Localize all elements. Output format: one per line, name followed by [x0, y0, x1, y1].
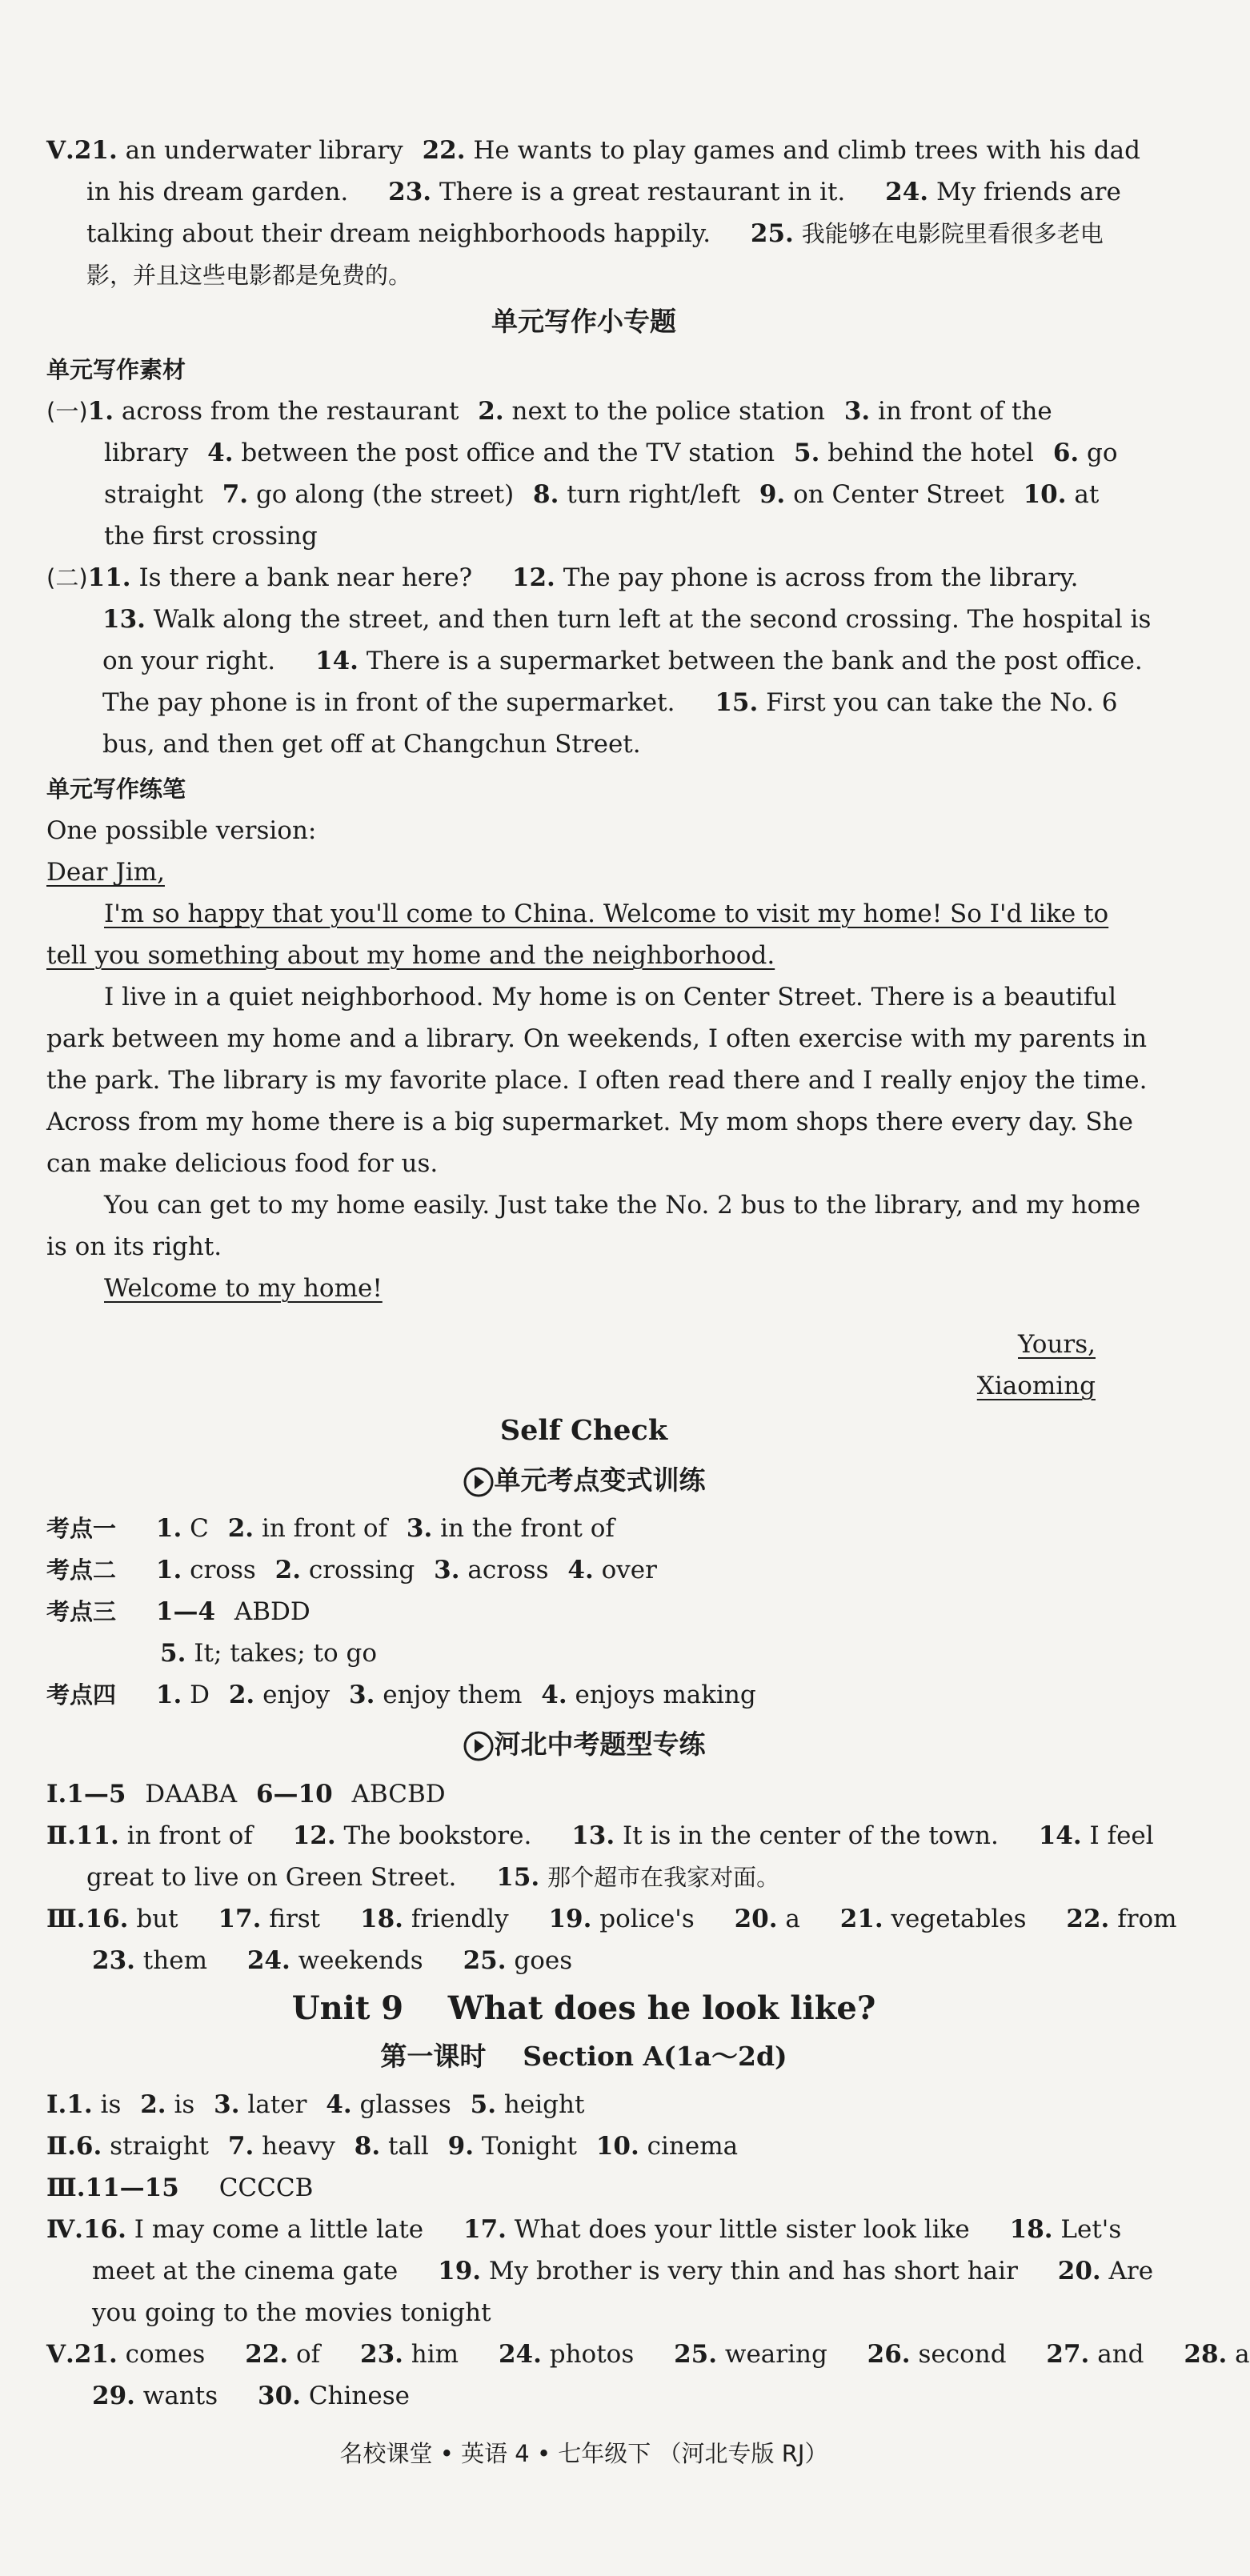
- section-v-line-3: [86, 218, 1104, 250]
- lesson-title: 第一课时 Section A(1a～2d): [380, 2041, 787, 2072]
- answer-text: He wants to play games and climb trees with his dad: [473, 136, 1140, 165]
- essay-p1-line-2: tell you something about my home and the neighborhood.: [46, 941, 775, 970]
- item-number: 4.: [326, 2090, 352, 2119]
- item-number: 23.: [360, 2340, 403, 2369]
- answer-text: tall: [388, 2132, 429, 2161]
- section-v-line-2: [86, 176, 1121, 208]
- item-number: 16.: [85, 1905, 129, 1933]
- part1-line-4: [104, 520, 318, 552]
- kaodian-3: [46, 1596, 310, 1628]
- item-number: 3.: [349, 1681, 375, 1709]
- item-number: 1.: [87, 397, 114, 426]
- answer-text: on Center Street: [793, 480, 1004, 509]
- item-number: 13.: [102, 605, 146, 634]
- hebei-iii-line-2: [92, 1945, 572, 1977]
- part1-line-1: [46, 395, 1052, 427]
- answer-text: It is in the center of the town.: [623, 1821, 999, 1850]
- answer-text: My friends are: [935, 178, 1121, 206]
- material-title: 单元写作素材: [46, 356, 186, 383]
- arrow-circle-icon: [463, 1466, 495, 1498]
- answer-text: from: [1117, 1905, 1177, 1933]
- item-number: 24.: [885, 178, 929, 206]
- kaodian-1: [46, 1512, 615, 1544]
- item-number: 20.: [1057, 2257, 1101, 2286]
- item-number: 15.: [496, 1863, 540, 1892]
- kaodian-4: [46, 1679, 756, 1711]
- item-number: 21.: [839, 1905, 883, 1933]
- item-number: 22.: [1066, 1905, 1110, 1933]
- answer-text: glasses: [359, 2090, 451, 2119]
- answer-text: bus, and then get off at Changchun Street.: [102, 730, 641, 759]
- answer-text: turn right/left: [567, 480, 740, 509]
- essay-greeting: Dear Jim,: [46, 858, 165, 887]
- part2-line-1: [46, 562, 1078, 594]
- answer-text: friendly: [411, 1905, 509, 1933]
- item-number: 29.: [92, 2382, 135, 2410]
- answer-text: at: [1074, 480, 1100, 509]
- essay-p2-line-3: the park. The library is my favorite place. I often read there and I really enjoy the time.: [46, 1066, 1148, 1095]
- essay-p4: Welcome to my home!: [104, 1274, 383, 1303]
- kaodian-label: 考点一: [46, 1515, 117, 1542]
- item-number: 21.: [74, 2340, 118, 2369]
- answer-text: enjoy them: [383, 1681, 523, 1709]
- item-number: 18.: [1009, 2215, 1053, 2244]
- item-number: 3.: [843, 397, 871, 426]
- item-number: 1.: [66, 2090, 93, 2119]
- item-number: 4.: [567, 1556, 594, 1584]
- answer-text: him: [411, 2340, 459, 2369]
- answer-text: them: [142, 1946, 207, 1975]
- essay-p3-line-1: You can get to my home easily. Just take the No. 2 bus to the library, and my home: [104, 1191, 1141, 1220]
- answer-text: go: [1087, 439, 1118, 467]
- answer-text: the first crossing: [104, 522, 318, 551]
- answer-text: cinema: [647, 2132, 739, 2161]
- essay-p2-line-2: park between my home and a library. On weekends, I often exercise with my parents in: [46, 1024, 1148, 1053]
- item-number: 4.: [541, 1681, 567, 1709]
- item-number: 13.: [571, 1821, 615, 1850]
- item-number: 20.: [734, 1905, 778, 1933]
- practice-title: 单元写作练笔: [46, 775, 186, 803]
- page-footer: 名校课堂 • 英语 4 • 七年级下 （河北专版 RJ）: [339, 2440, 828, 2467]
- item-number: 15.: [715, 688, 759, 717]
- part-label: (二): [46, 564, 88, 591]
- item-number: 21.: [74, 136, 118, 165]
- item-number: 11.: [75, 1821, 119, 1850]
- roman-numeral: Ⅴ.: [46, 2340, 74, 2369]
- answer-text: I feel: [1089, 1821, 1154, 1850]
- item-number: 14.: [1038, 1821, 1082, 1850]
- essay-p2-line-5: can make delicious food for us.: [46, 1149, 439, 1178]
- answer-text: enjoy: [262, 1681, 331, 1709]
- roman-numeral: Ⅱ.: [46, 2132, 76, 2161]
- hebei-i: [46, 1778, 446, 1810]
- answer-text: photos: [549, 2340, 635, 2369]
- roman-numeral: Ⅰ.: [46, 2090, 67, 2119]
- part1-line-3: [104, 479, 1099, 511]
- item-number: 8.: [533, 480, 559, 509]
- answer-text: in front of the: [878, 397, 1052, 426]
- essay-intro: One possible version:: [46, 816, 317, 845]
- roman-numeral: Ⅴ.: [46, 136, 74, 165]
- essay-signature: Xiaoming: [976, 1372, 1096, 1400]
- answer-text: ABDD: [234, 1597, 310, 1626]
- item-number: 18.: [360, 1905, 403, 1933]
- item-number: 25.: [750, 219, 794, 248]
- answer-text: CCCCB: [218, 2173, 314, 2202]
- part2-line-4: [102, 687, 1117, 719]
- self-check-title: Self Check: [499, 1414, 668, 1447]
- answer-text: The pay phone is in front of the supermarket.: [102, 688, 675, 717]
- answer-text: wants: [142, 2382, 218, 2410]
- roman-numeral: Ⅳ.: [46, 2215, 83, 2244]
- kaodian-3-cont: [160, 1637, 377, 1669]
- item-number: 7.: [227, 2132, 254, 2161]
- answer-text: height: [503, 2090, 585, 2119]
- essay-p2-line-1: I live in a quiet neighborhood. My home is on Center Street. There is a beautiful: [104, 983, 1117, 1012]
- answer-text: second: [918, 2340, 1007, 2369]
- answer-text: next to the police station: [511, 397, 825, 426]
- unit9-iv-line-2: [92, 2255, 1153, 2287]
- unit9-iv-line-1: [46, 2213, 1121, 2245]
- answer-text: comes: [125, 2340, 206, 2369]
- answer-text: a: [1235, 2340, 1250, 2369]
- answer-text: later: [247, 2090, 307, 2119]
- item-range: 11—15: [85, 2173, 179, 2202]
- arrow-circle-icon: [463, 1730, 495, 1762]
- essay-closing: Yours,: [1018, 1330, 1096, 1359]
- answer-text: It; takes; to go: [194, 1639, 377, 1668]
- item-number: 16.: [82, 2215, 126, 2244]
- answer-text: There is a great restaurant in it.: [439, 178, 846, 206]
- answer-text: a: [785, 1905, 800, 1933]
- item-number: 22.: [422, 136, 466, 165]
- item-number: 17.: [463, 2215, 507, 2244]
- answer-text: talking about their dream neighborhoods happily.: [86, 219, 711, 248]
- drill-heading: [0, 1463, 1168, 1498]
- answer-text: is: [174, 2090, 195, 2119]
- part1-line-2: [104, 437, 1118, 469]
- answer-text: There is a supermarket between the bank and the post office.: [366, 647, 1143, 675]
- answer-text: in the front of: [440, 1514, 615, 1543]
- answer-text: across: [467, 1556, 549, 1584]
- answer-text: go along (the street): [255, 480, 515, 509]
- item-number: 2.: [274, 1556, 302, 1584]
- item-number: 3.: [406, 1514, 433, 1543]
- item-number: 17.: [218, 1905, 262, 1933]
- answer-text: My brother is very thin and has short hair: [488, 2257, 1018, 2286]
- answer-text: enjoys making: [575, 1681, 756, 1709]
- answer-text: weekends: [298, 1946, 423, 1975]
- item-number: 27.: [1046, 2340, 1090, 2369]
- answer-text: Tonight: [481, 2132, 577, 2161]
- item-number: 19.: [548, 1905, 592, 1933]
- unit9-v-line-1: [46, 2338, 1250, 2370]
- item-number: 25.: [463, 1946, 507, 1975]
- item-number: 6.: [75, 2132, 102, 2161]
- part2-line-3: [102, 645, 1143, 677]
- answer-text: 那个超市在我家对面。: [547, 1864, 780, 1891]
- answer-text: crossing: [308, 1556, 415, 1584]
- drill-title: 单元考点变式训练: [494, 1464, 706, 1496]
- answer-text: vegetables: [891, 1905, 1027, 1933]
- answer-text: ABCBD: [351, 1780, 446, 1809]
- unit9-v-line-2: [92, 2380, 410, 2412]
- item-number: 23.: [388, 178, 432, 206]
- item-number: 7.: [222, 480, 249, 509]
- roman-numeral: Ⅱ.: [46, 1821, 76, 1850]
- answer-text: in front of: [126, 1821, 253, 1850]
- item-number: 5.: [470, 2090, 497, 2119]
- item-number: 25.: [674, 2340, 718, 2369]
- unit9-i: [46, 2089, 584, 2121]
- roman-numeral: Ⅲ.: [46, 1905, 86, 1933]
- answer-text: wearing: [724, 2340, 827, 2369]
- roman-numeral: Ⅲ.: [46, 2173, 86, 2202]
- item-number: 1.: [155, 1556, 182, 1584]
- item-number: 5.: [160, 1639, 186, 1668]
- item-number: 6.: [1052, 439, 1080, 467]
- kaodian-label: 考点三: [46, 1598, 117, 1625]
- item-number: 9.: [759, 480, 786, 509]
- answer-text: Walk along the street, and then turn left at the second crossing. The hospital is: [153, 605, 1152, 634]
- answer-text: 影，并且这些电影都是免费的。: [86, 262, 412, 289]
- answer-text: Let's: [1060, 2215, 1122, 2244]
- answer-text: in his dream garden.: [86, 178, 349, 206]
- answer-text: First you can take the No. 6: [766, 688, 1118, 717]
- item-number: 10.: [1023, 480, 1067, 509]
- answer-text: of: [296, 2340, 321, 2369]
- essay-p2-line-4: Across from my home there is a big supermarket. My mom shops there every day. She: [46, 1108, 1133, 1136]
- essay-p3-line-2: is on its right.: [46, 1232, 222, 1261]
- essay-p1-line-1: I'm so happy that you'll come to China. Welcome to visit my home! So I'd like to: [104, 899, 1109, 928]
- answer-text: an underwater library: [125, 136, 403, 165]
- item-number: 2.: [227, 1514, 254, 1543]
- item-range: 1—5: [66, 1780, 126, 1809]
- answer-text: behind the hotel: [827, 439, 1034, 467]
- unit9-iii: [46, 2172, 313, 2204]
- item-number: 1.: [155, 1681, 182, 1709]
- unit-title: Unit 9 What does he look like?: [291, 1989, 876, 2027]
- unit9-iv-line-3: [92, 2297, 491, 2329]
- answer-text: first: [269, 1905, 321, 1933]
- answer-text: D: [190, 1681, 210, 1709]
- item-number: 30.: [258, 2382, 301, 2410]
- item-number: 2.: [228, 1681, 255, 1709]
- hebei-ii-line-2: [86, 1861, 779, 1893]
- answer-text: What does your little sister look like: [514, 2215, 970, 2244]
- answer-text: Are: [1108, 2257, 1154, 2286]
- answer-text: The pay phone is across from the library.: [563, 563, 1079, 592]
- item-number: 1—4: [155, 1597, 216, 1626]
- hebei-heading: [0, 1727, 1168, 1762]
- answer-text: over: [601, 1556, 657, 1584]
- answer-text: 我能够在电影院里看很多老电: [801, 220, 1104, 247]
- part2-line-5: [102, 728, 641, 760]
- item-number: 26.: [867, 2340, 911, 2369]
- writing-title: 单元写作小专题: [491, 306, 676, 337]
- answer-text: C: [190, 1514, 209, 1543]
- item-number: 2.: [478, 397, 504, 426]
- answer-text: in front of: [261, 1514, 388, 1543]
- item-number: 1.: [155, 1514, 182, 1543]
- answer-text: between the post office and the TV station: [241, 439, 775, 467]
- hebei-title: 河北中考题型专练: [494, 1729, 706, 1760]
- item-number: 22.: [245, 2340, 289, 2369]
- answer-text: and: [1097, 2340, 1144, 2369]
- item-number: 4.: [207, 439, 234, 467]
- answer-text: The bookstore.: [343, 1821, 532, 1850]
- hebei-iii-line-1: [46, 1903, 1177, 1935]
- part-label: (一): [46, 398, 88, 425]
- kaodian-2: [46, 1554, 657, 1586]
- answer-text: heavy: [262, 2132, 335, 2161]
- answer-text: Chinese: [308, 2382, 410, 2410]
- item-number: 23.: [92, 1946, 135, 1975]
- item-number: 8.: [354, 2132, 381, 2161]
- answer-text: cross: [190, 1556, 256, 1584]
- kaodian-label: 考点四: [46, 1681, 117, 1709]
- answer-text: you going to the movies tonight: [92, 2298, 491, 2327]
- answer-text: across from the restaurant: [121, 397, 459, 426]
- part2-line-2: [102, 603, 1151, 635]
- item-number: 12.: [511, 563, 555, 592]
- answer-text: library: [104, 439, 189, 467]
- item-number: 11.: [87, 563, 131, 592]
- answer-text: on your right.: [102, 647, 276, 675]
- answer-text: straight: [104, 480, 203, 509]
- section-v-line-4: [86, 259, 411, 291]
- answer-text: DAABA: [145, 1780, 238, 1809]
- unit9-ii: [46, 2130, 738, 2162]
- answer-text: is: [100, 2090, 122, 2119]
- item-number: 10.: [595, 2132, 639, 2161]
- answer-text: straight: [110, 2132, 210, 2161]
- kaodian-label: 考点二: [46, 1556, 117, 1584]
- answer-text: Is there a bank near here?: [138, 563, 473, 592]
- answer-text: police's: [599, 1905, 695, 1933]
- item-number: 14.: [315, 647, 359, 675]
- item-number: 9.: [447, 2132, 475, 2161]
- answer-text: goes: [514, 1946, 573, 1975]
- item-number: 5.: [794, 439, 820, 467]
- answer-text: meet at the cinema gate: [92, 2257, 399, 2286]
- item-number: 2.: [140, 2090, 166, 2119]
- answer-text: great to live on Green Street.: [86, 1863, 457, 1892]
- item-number: 3.: [434, 1556, 460, 1584]
- roman-numeral: Ⅰ.: [46, 1780, 67, 1809]
- item-range: 6—10: [255, 1780, 333, 1809]
- item-number: 12.: [292, 1821, 336, 1850]
- item-number: 24.: [498, 2340, 542, 2369]
- item-number: 19.: [438, 2257, 482, 2286]
- answer-text: but: [136, 1905, 178, 1933]
- item-number: 3.: [214, 2090, 240, 2119]
- item-number: 28.: [1184, 2340, 1228, 2369]
- hebei-ii-line-1: [46, 1820, 1154, 1852]
- item-number: 24.: [246, 1946, 290, 1975]
- section-v-line-1: [46, 134, 1140, 166]
- answer-text: I may come a little late: [134, 2215, 424, 2244]
